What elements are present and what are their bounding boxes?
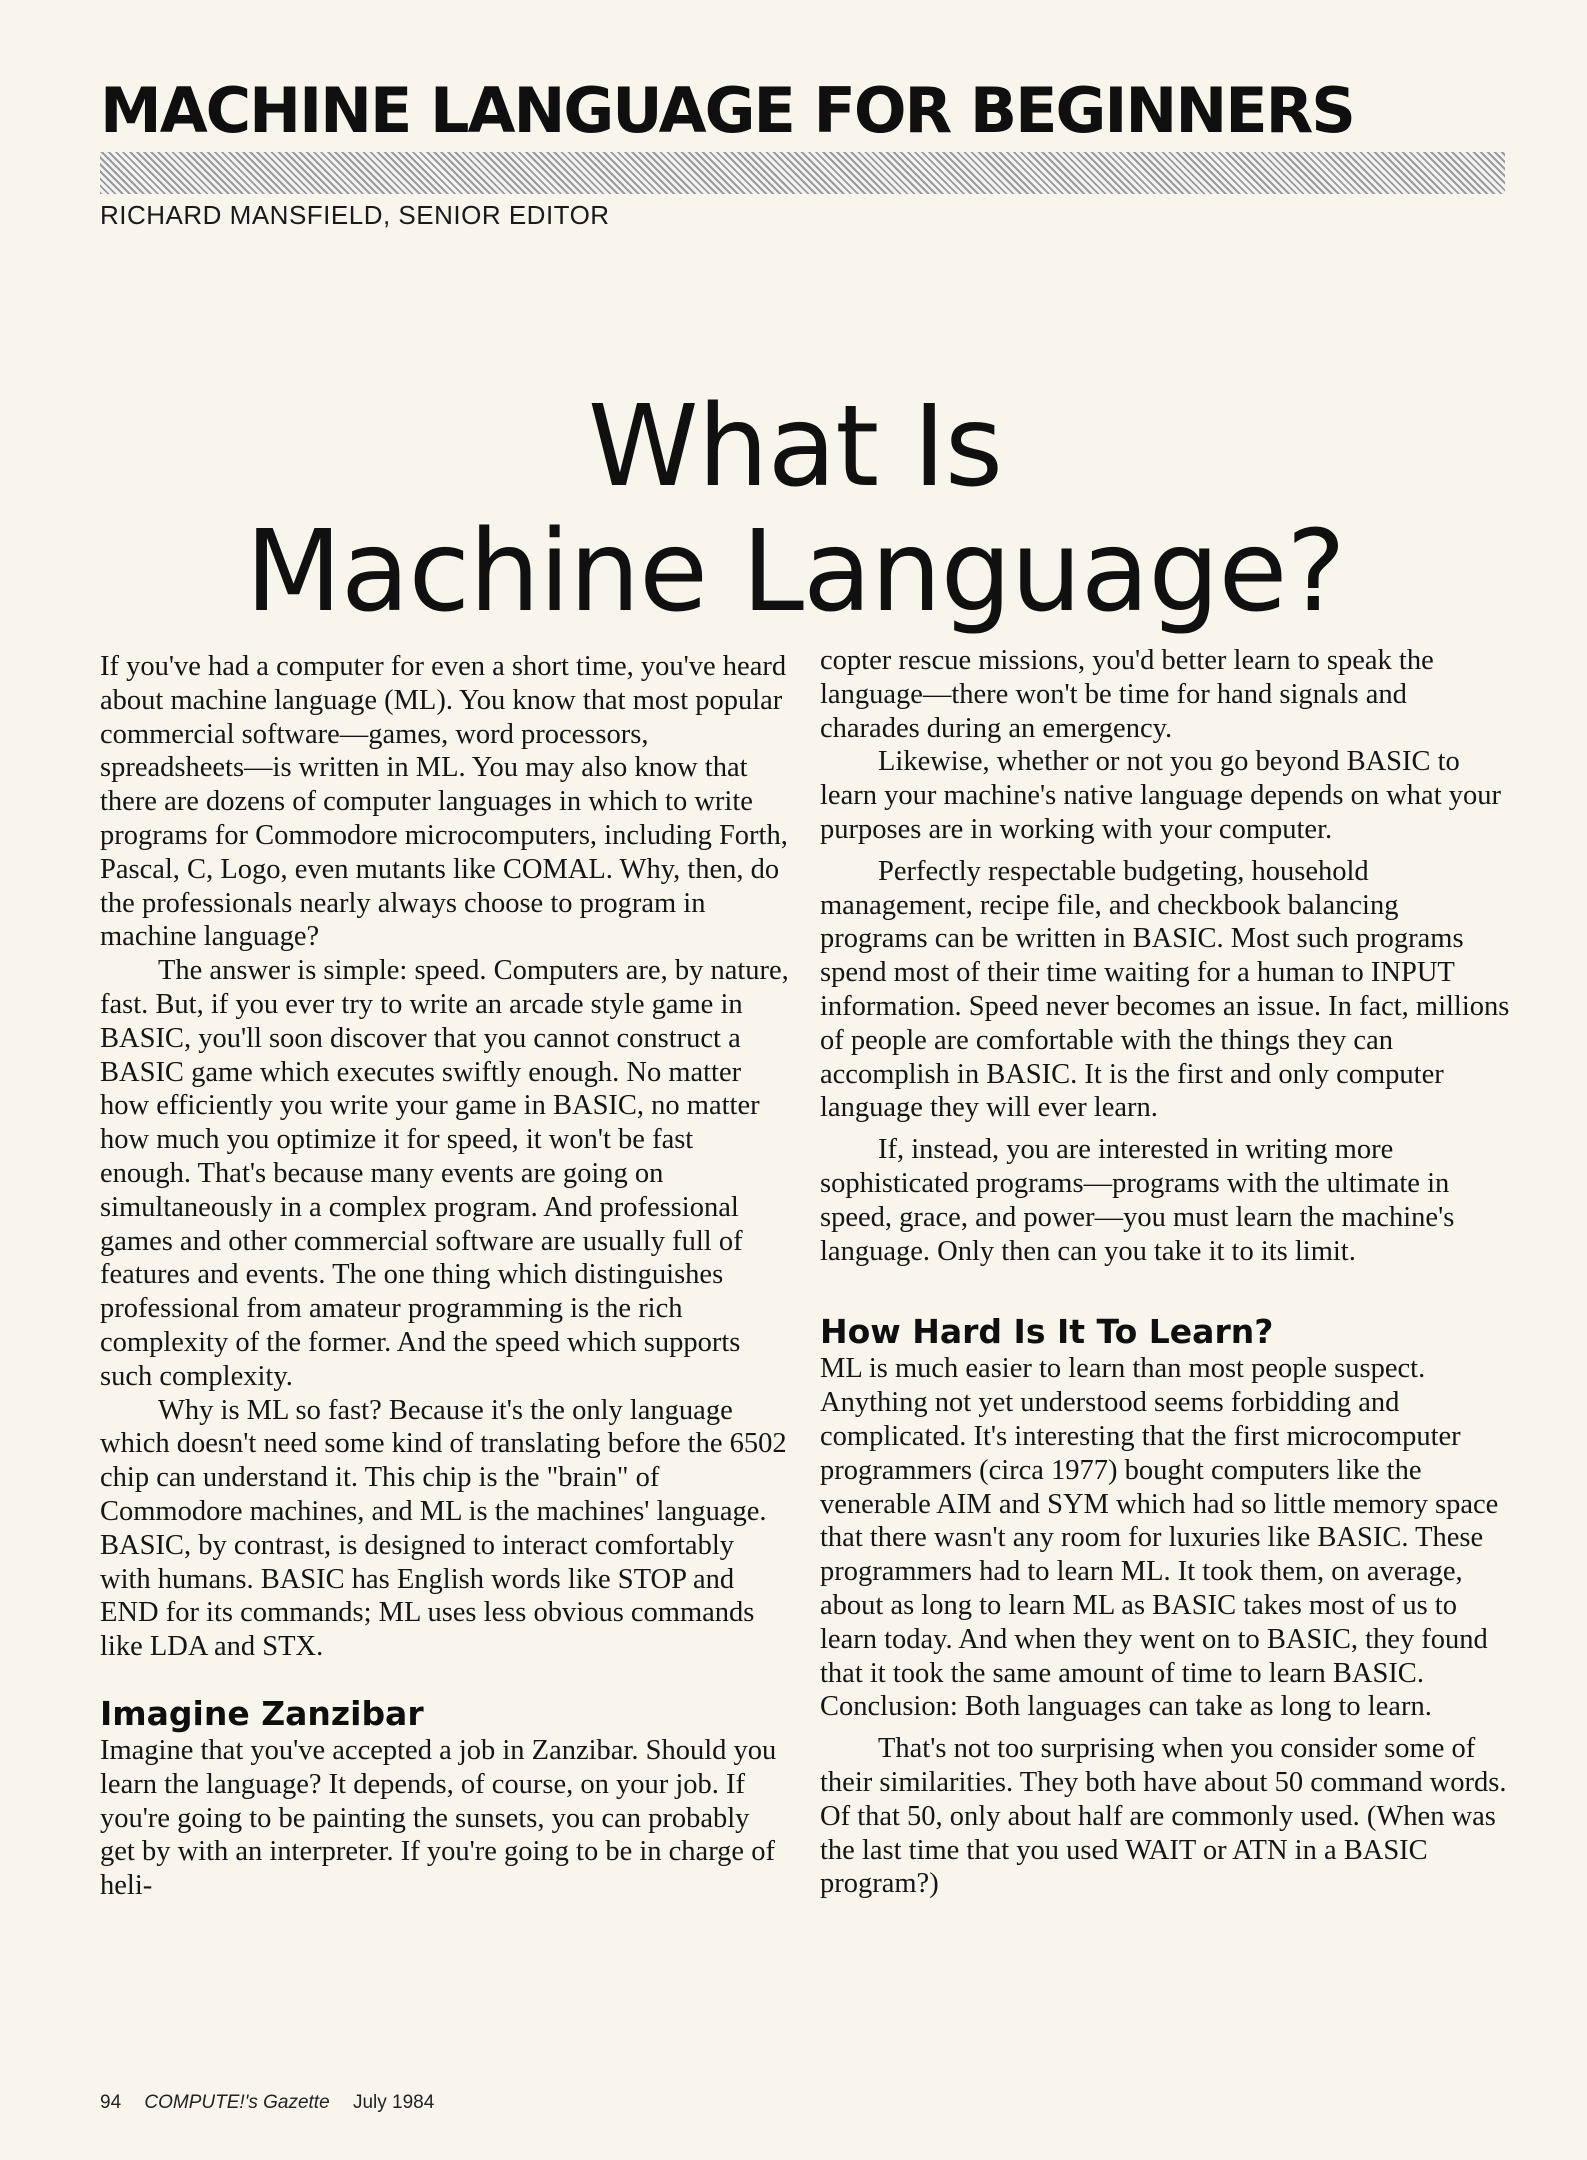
paragraph: Imagine that you've accepted a job in Zanzibar. Should you learn the language? It depends, of course, on your job. If you're going to be painting the sunsets, you can probably get by with an interpreter. If you're going to be in charge of heli- <box>100 1734 777 1902</box>
right-column <box>820 644 1510 1901</box>
section-heading-how-hard: How Hard Is It To Learn? <box>820 1312 1274 1352</box>
section-heading-zanzibar: Imagine Zanzibar <box>100 1693 424 1733</box>
paragraph: Perfectly respectable budgeting, household management, recipe file, and checkbook balancing programs can be written in BASIC. Most such programs spend most of their time waiting for a human to INPUT information. Speed never becomes an issue. In fact, millions of people are comfortable with the things they can accomplish in BASIC. It is the first and only computer language they will ever learn. <box>820 855 1510 1124</box>
paragraph: Likewise, whether or not you go beyond BASIC to learn your machine's native language depends on what your purposes are in working with your computer. <box>820 746 1501 845</box>
article-title <box>140 382 1450 638</box>
paragraph: The answer is simple: speed. Computers are, by nature, fast. But, if you ever try to write an arcade style game in BASIC, you'll soon discover that you cannot construct a BASIC game which executes swiftly enough. No matter how efficiently you write your game in BASIC, no matter how much you optimize it for speed, it won't be fast enough. That's because many events are going on simultaneously in a complex program. And professional games and other commercial software are usually full of features and events. The one thing which distinguishes professional from amateur programming is the rich complexity of the former. And the speed which supports such complexity. <box>100 955 789 1392</box>
page-footer <box>100 2092 434 2114</box>
hatched-rule <box>100 152 1505 194</box>
article-title-line-1: What Is <box>587 382 1003 512</box>
paragraph: copter rescue missions, you'd better learn to speak the language—there won't be time for hand signals and charades during an emergency. <box>820 645 1434 744</box>
column-header: MACHINE LANGUAGE FOR BEGINNERS <box>100 74 1354 147</box>
byline: RICHARD MANSFIELD, SENIOR EDITOR <box>100 200 610 230</box>
paragraph: That's not too surprising when you consider some of their similarities. They both have about 50 command words. Of that 50, only about half are commonly used. (When was the last time that you used WAIT or ATN in a BASIC program?) <box>820 1733 1507 1900</box>
paragraph: ML is much easier to learn than most people suspect. Anything not yet understood seems forbidding and complicated. It's interesting that the first microcomputer programmers (circa 1977) bought computers like the venerable AIM and SYM which had so little memory space that there wasn't any room for luxuries like BASIC. These programmers had to learn ML. It took them, on average, about as long to learn ML as BASIC takes most of us to learn today. And when they went on to BASIC, they found that it took the same amount of time to learn BASIC. Conclusion: Both languages can take as long to learn. <box>820 1353 1499 1723</box>
issue-date: July 1984 <box>352 2092 435 2113</box>
paragraph: If, instead, you are interested in writing more sophisticated programs—programs with the ultimate in speed, grace, and power—you must learn the machine's language. Only then can you take it to its limit. <box>820 1134 1455 1267</box>
paragraph: Why is ML so fast? Because it's the only language which doesn't need some kind of translating before the 6502 chip can understand it. This chip is the "brain" of Commodore machines, and ML is the machines' language. BASIC, by contrast, is designed to interact comfortably with humans. BASIC has English words like STOP and END for its commands; ML uses less obvious commands like LDA and STX. <box>100 1394 787 1663</box>
left-column <box>100 650 790 1903</box>
magazine-name: COMPUTE!'s Gazette <box>144 2092 330 2113</box>
article-title-line-2: Machine Language? <box>245 507 1345 638</box>
paragraph: If you've had a computer for even a short time, you've heard about machine language (ML). You know that most popular commercial software—games, word processors, spreadsheets—is written in ML. You may also know that there are dozens of computer languages in which to write programs for Commodore microcomputers, including Forth, Pascal, C, Logo, even mutants like COMAL. Why, then, do the professionals nearly always choose to program in machine language? <box>100 651 788 953</box>
page-number: 94 <box>100 2092 122 2113</box>
